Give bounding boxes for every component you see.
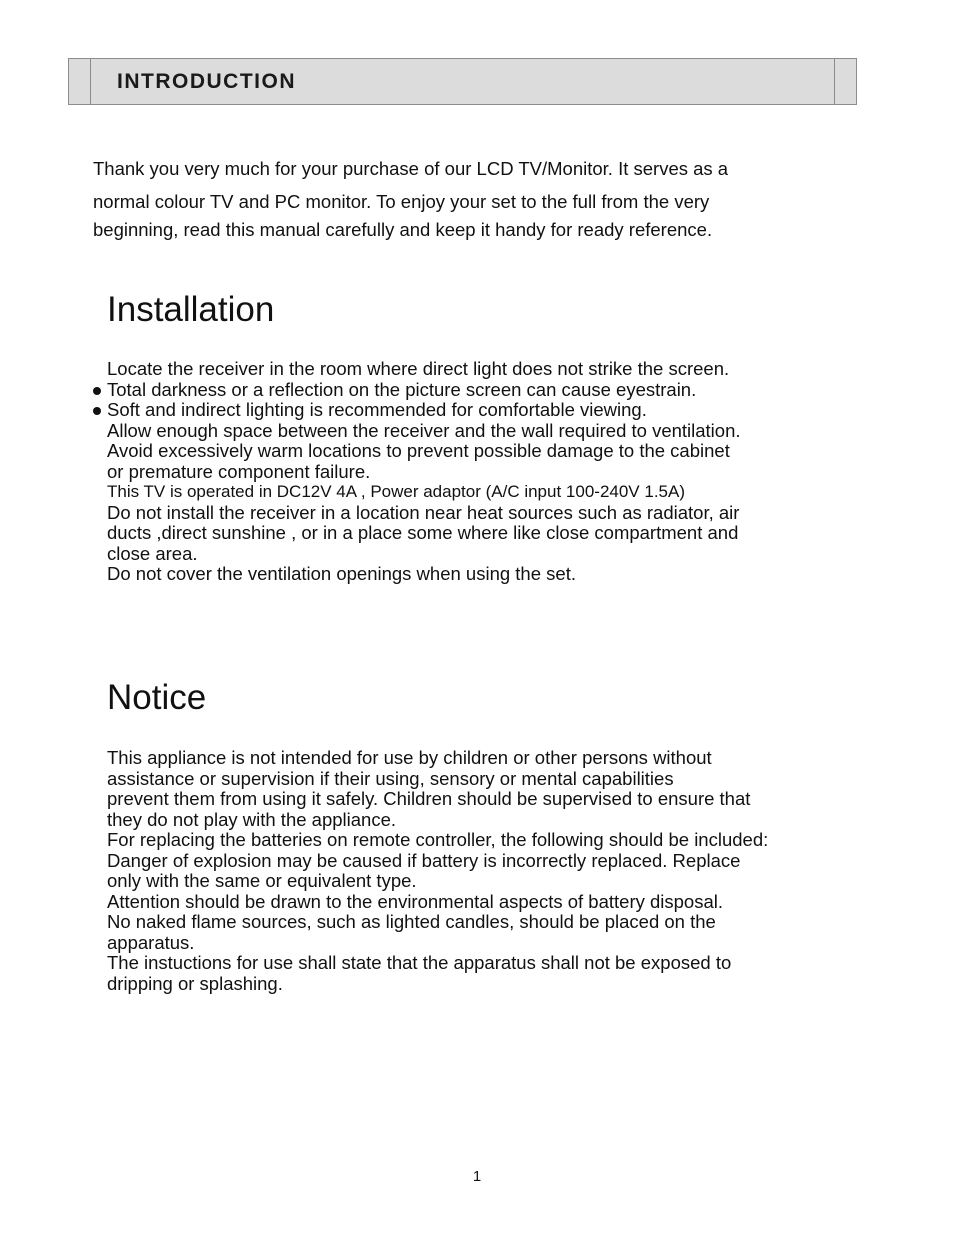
notice-heading: Notice bbox=[107, 678, 207, 717]
section-header-bar bbox=[68, 58, 857, 105]
notice-line: prevent them from using it safely. Children should be supervised to ensure that bbox=[107, 788, 751, 809]
installation-line: Do not install the receiver in a location near heat sources such as radiator, air bbox=[107, 501, 740, 523]
installation-bullet-item bbox=[107, 380, 887, 401]
installation-line: Total darkness or a reflection on the picture screen can cause eyestrain. bbox=[107, 378, 697, 400]
installation-bullet-item bbox=[107, 400, 887, 421]
notice-line: For replacing the batteries on remote controller, the following should be included: bbox=[107, 829, 769, 850]
notice-line: Attention should be drawn to the environmental aspects of battery disposal. bbox=[107, 890, 724, 912]
bullet-icon bbox=[93, 407, 101, 415]
installation-line: Locate the receiver in the room where direct light does not strike the screen. bbox=[107, 358, 730, 379]
installation-line: Allow enough space between the receiver and the wall required to ventilation. bbox=[107, 419, 741, 441]
notice-line: assistance or supervision if their using, sensory or mental capabilities bbox=[107, 767, 674, 789]
notice-line: The instuctions for use shall state that the apparatus shall not be exposed to bbox=[107, 952, 732, 973]
intro-line: normal colour TV and PC monitor. To enjoy your set to the full from the very bbox=[93, 191, 710, 212]
installation-text bbox=[107, 359, 887, 585]
installation-line: Soft and indirect lighting is recommended for comfortable viewing. bbox=[107, 399, 647, 420]
page-title: INTRODUCTION bbox=[117, 70, 296, 93]
intro-paragraph bbox=[93, 153, 853, 245]
intro-line: beginning, read this manual carefully and keep it handy for ready reference. bbox=[93, 219, 713, 240]
notice-text bbox=[107, 748, 887, 994]
notice-line: This appliance is not intended for use by children or other persons without bbox=[107, 747, 712, 768]
header-left-cap bbox=[69, 59, 91, 104]
installation-heading: Installation bbox=[107, 290, 275, 329]
notice-line: dripping or splashing. bbox=[107, 972, 283, 994]
bullet-icon bbox=[93, 387, 101, 395]
installation-line: This TV is operated in DC12V 4A , Power adaptor (A/C input 100-240V 1.5A) bbox=[107, 482, 685, 501]
notice-line: only with the same or equivalent type. bbox=[107, 870, 417, 891]
installation-line: ducts ,direct sunshine , or in a place some where like close compartment and bbox=[107, 522, 739, 543]
intro-line: Thank you very much for your purchase of our LCD TV/Monitor. It serves as a bbox=[93, 158, 729, 179]
header-right-cap bbox=[834, 59, 856, 104]
notice-line: apparatus. bbox=[107, 931, 195, 953]
notice-line: Danger of explosion may be caused if battery is incorrectly replaced. Replace bbox=[107, 849, 741, 871]
installation-line: close area. bbox=[107, 542, 198, 564]
installation-line: Do not cover the ventilation openings when using the set. bbox=[107, 563, 576, 584]
installation-line: or premature component failure. bbox=[107, 460, 371, 482]
notice-line: No naked flame sources, such as lighted candles, should be placed on the bbox=[107, 911, 716, 932]
notice-line: they do not play with the appliance. bbox=[107, 808, 396, 830]
page-number: 1 bbox=[472, 1168, 482, 1185]
installation-line: Avoid excessively warm locations to prevent possible damage to the cabinet bbox=[107, 440, 730, 461]
